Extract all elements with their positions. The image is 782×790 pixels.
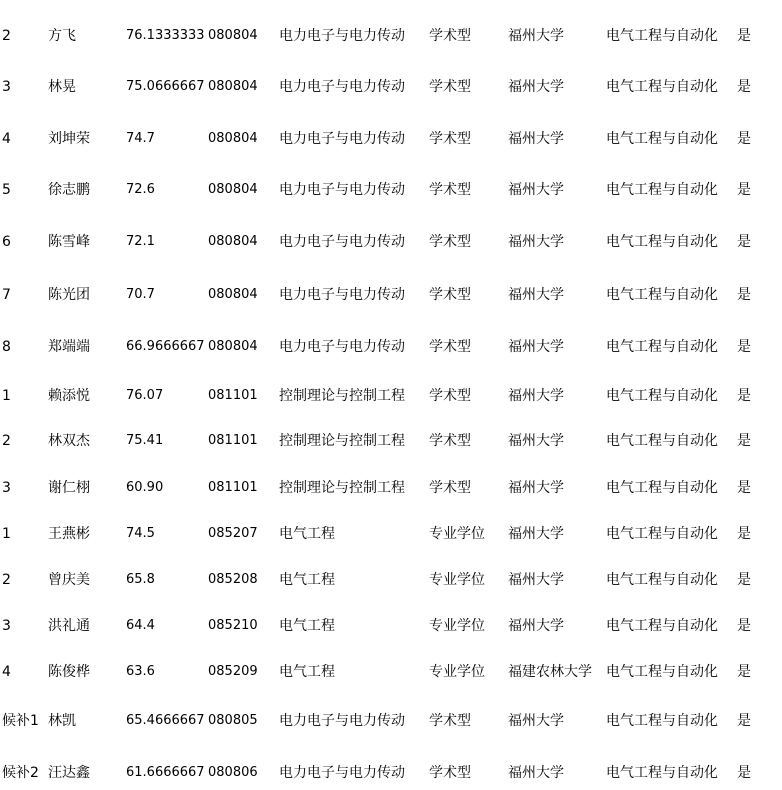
major-code-cell: 085207	[208, 526, 258, 541]
degree-type-cell: 学术型	[429, 234, 471, 250]
score-cell: 61.6666667	[126, 765, 205, 780]
major-name-cell: 电气工程	[279, 618, 335, 634]
degree-type-cell: 学术型	[429, 713, 471, 729]
name-cell: 汪达鑫	[48, 765, 90, 781]
major-name-cell: 电气工程	[279, 526, 335, 542]
name-cell: 洪礼通	[48, 618, 90, 634]
rank-cell: 2	[2, 433, 11, 449]
college-cell: 电气工程与自动化	[606, 433, 718, 449]
major-code-cell: 080806	[208, 765, 258, 780]
undergrad-school-cell: 福州大学	[508, 618, 564, 634]
rank-cell: 7	[2, 287, 11, 303]
table-row	[0, 386, 782, 406]
admitted-flag-cell: 是	[737, 713, 751, 729]
table-row	[0, 26, 782, 46]
college-cell: 电气工程与自动化	[606, 388, 718, 404]
degree-type-cell: 专业学位	[429, 618, 485, 634]
major-code-cell: 080804	[208, 234, 258, 249]
rank-cell: 3	[2, 79, 11, 95]
undergrad-school-cell: 福州大学	[508, 526, 564, 542]
major-name-cell: 电力电子与电力传动	[279, 28, 405, 44]
major-name-cell: 控制理论与控制工程	[279, 388, 405, 404]
major-name-cell: 电力电子与电力传动	[279, 182, 405, 198]
major-code-cell: 081101	[208, 480, 258, 495]
name-cell: 徐志鹏	[48, 182, 90, 198]
rank-cell: 候补2	[2, 765, 39, 781]
major-name-cell: 电力电子与电力传动	[279, 287, 405, 303]
undergrad-school-cell: 福州大学	[508, 287, 564, 303]
score-cell: 74.7	[126, 131, 155, 146]
degree-type-cell: 学术型	[429, 182, 471, 198]
undergrad-school-cell: 福州大学	[508, 388, 564, 404]
table-row	[0, 616, 782, 636]
score-cell: 65.8	[126, 572, 155, 587]
major-code-cell: 080804	[208, 182, 258, 197]
name-cell: 谢仁栩	[48, 480, 90, 496]
score-cell: 75.0666667	[126, 79, 205, 94]
score-cell: 76.1333333	[126, 28, 205, 43]
admitted-flag-cell: 是	[737, 79, 751, 95]
undergrad-school-cell: 福建农林大学	[508, 664, 592, 680]
score-cell: 64.4	[126, 618, 155, 633]
college-cell: 电气工程与自动化	[606, 572, 718, 588]
table-row	[0, 431, 782, 451]
undergrad-school-cell: 福州大学	[508, 28, 564, 44]
undergrad-school-cell: 福州大学	[508, 131, 564, 147]
rank-cell: 候补1	[2, 713, 39, 729]
major-name-cell: 电气工程	[279, 664, 335, 680]
score-cell: 74.5	[126, 526, 155, 541]
degree-type-cell: 学术型	[429, 79, 471, 95]
table-row	[0, 180, 782, 200]
score-cell: 65.4666667	[126, 713, 205, 728]
undergrad-school-cell: 福州大学	[508, 572, 564, 588]
major-name-cell: 电力电子与电力传动	[279, 765, 405, 781]
name-cell: 陈光团	[48, 287, 90, 303]
rank-cell: 1	[2, 526, 11, 542]
college-cell: 电气工程与自动化	[606, 765, 718, 781]
major-code-cell: 085210	[208, 618, 258, 633]
major-code-cell: 080804	[208, 339, 258, 354]
degree-type-cell: 学术型	[429, 480, 471, 496]
table-row	[0, 570, 782, 590]
name-cell: 林凯	[48, 713, 76, 729]
degree-type-cell: 学术型	[429, 433, 471, 449]
rank-cell: 2	[2, 28, 11, 44]
degree-type-cell: 学术型	[429, 765, 471, 781]
college-cell: 电气工程与自动化	[606, 526, 718, 542]
major-name-cell: 电力电子与电力传动	[279, 713, 405, 729]
major-code-cell: 081101	[208, 433, 258, 448]
score-cell: 60.90	[126, 480, 164, 495]
score-cell: 70.7	[126, 287, 155, 302]
rank-cell: 6	[2, 234, 11, 250]
undergrad-school-cell: 福州大学	[508, 433, 564, 449]
rank-cell: 4	[2, 664, 11, 680]
table-row	[0, 285, 782, 305]
college-cell: 电气工程与自动化	[606, 480, 718, 496]
table-row	[0, 77, 782, 97]
major-code-cell: 085209	[208, 664, 258, 679]
admitted-flag-cell: 是	[737, 664, 751, 680]
score-cell: 63.6	[126, 664, 155, 679]
college-cell: 电气工程与自动化	[606, 618, 718, 634]
major-code-cell: 080805	[208, 713, 258, 728]
college-cell: 电气工程与自动化	[606, 234, 718, 250]
table-row	[0, 129, 782, 149]
degree-type-cell: 学术型	[429, 131, 471, 147]
score-cell: 75.41	[126, 433, 164, 448]
admitted-flag-cell: 是	[737, 618, 751, 634]
degree-type-cell: 学术型	[429, 28, 471, 44]
name-cell: 方飞	[48, 28, 76, 44]
name-cell: 赖添悦	[48, 388, 90, 404]
major-name-cell: 控制理论与控制工程	[279, 433, 405, 449]
name-cell: 郑端端	[48, 339, 90, 355]
name-cell: 刘坤荣	[48, 131, 90, 147]
degree-type-cell: 学术型	[429, 388, 471, 404]
name-cell: 林晃	[48, 79, 76, 95]
major-code-cell: 080804	[208, 287, 258, 302]
major-name-cell: 电力电子与电力传动	[279, 339, 405, 355]
college-cell: 电气工程与自动化	[606, 287, 718, 303]
undergrad-school-cell: 福州大学	[508, 79, 564, 95]
rank-cell: 5	[2, 182, 11, 198]
admitted-flag-cell: 是	[737, 234, 751, 250]
undergrad-school-cell: 福州大学	[508, 713, 564, 729]
name-cell: 曾庆美	[48, 572, 90, 588]
table-row	[0, 711, 782, 731]
score-cell: 76.07	[126, 388, 164, 403]
name-cell: 陈俊桦	[48, 664, 90, 680]
major-code-cell: 080804	[208, 79, 258, 94]
undergrad-school-cell: 福州大学	[508, 339, 564, 355]
major-code-cell: 081101	[208, 388, 258, 403]
table-row	[0, 232, 782, 252]
name-cell: 陈雪峰	[48, 234, 90, 250]
undergrad-school-cell: 福州大学	[508, 480, 564, 496]
admitted-flag-cell: 是	[737, 765, 751, 781]
rank-cell: 8	[2, 339, 11, 355]
degree-type-cell: 专业学位	[429, 664, 485, 680]
major-code-cell: 080804	[208, 131, 258, 146]
major-name-cell: 电力电子与电力传动	[279, 79, 405, 95]
admitted-flag-cell: 是	[737, 433, 751, 449]
name-cell: 林双杰	[48, 433, 90, 449]
college-cell: 电气工程与自动化	[606, 182, 718, 198]
admitted-flag-cell: 是	[737, 131, 751, 147]
college-cell: 电气工程与自动化	[606, 79, 718, 95]
college-cell: 电气工程与自动化	[606, 713, 718, 729]
rank-cell: 1	[2, 388, 11, 404]
major-name-cell: 电力电子与电力传动	[279, 234, 405, 250]
major-code-cell: 085208	[208, 572, 258, 587]
admitted-flag-cell: 是	[737, 388, 751, 404]
admitted-flag-cell: 是	[737, 572, 751, 588]
table-row	[0, 337, 782, 357]
score-cell: 72.1	[126, 234, 155, 249]
major-name-cell: 电力电子与电力传动	[279, 131, 405, 147]
table-row	[0, 478, 782, 498]
admitted-flag-cell: 是	[737, 339, 751, 355]
rank-cell: 2	[2, 572, 11, 588]
score-cell: 66.9666667	[126, 339, 205, 354]
name-cell: 王燕彬	[48, 526, 90, 542]
degree-type-cell: 学术型	[429, 339, 471, 355]
table-row	[0, 524, 782, 544]
degree-type-cell: 学术型	[429, 287, 471, 303]
table-row	[0, 763, 782, 783]
degree-type-cell: 专业学位	[429, 572, 485, 588]
degree-type-cell: 专业学位	[429, 526, 485, 542]
rank-cell: 3	[2, 618, 11, 634]
college-cell: 电气工程与自动化	[606, 28, 718, 44]
undergrad-school-cell: 福州大学	[508, 765, 564, 781]
rank-cell: 3	[2, 480, 11, 496]
table-row	[0, 662, 782, 682]
undergrad-school-cell: 福州大学	[508, 182, 564, 198]
score-cell: 72.6	[126, 182, 155, 197]
rank-cell: 4	[2, 131, 11, 147]
admitted-flag-cell: 是	[737, 28, 751, 44]
undergrad-school-cell: 福州大学	[508, 234, 564, 250]
admitted-flag-cell: 是	[737, 480, 751, 496]
admitted-flag-cell: 是	[737, 182, 751, 198]
major-code-cell: 080804	[208, 28, 258, 43]
major-name-cell: 控制理论与控制工程	[279, 480, 405, 496]
admitted-flag-cell: 是	[737, 526, 751, 542]
college-cell: 电气工程与自动化	[606, 131, 718, 147]
admitted-flag-cell: 是	[737, 287, 751, 303]
college-cell: 电气工程与自动化	[606, 339, 718, 355]
college-cell: 电气工程与自动化	[606, 664, 718, 680]
major-name-cell: 电气工程	[279, 572, 335, 588]
